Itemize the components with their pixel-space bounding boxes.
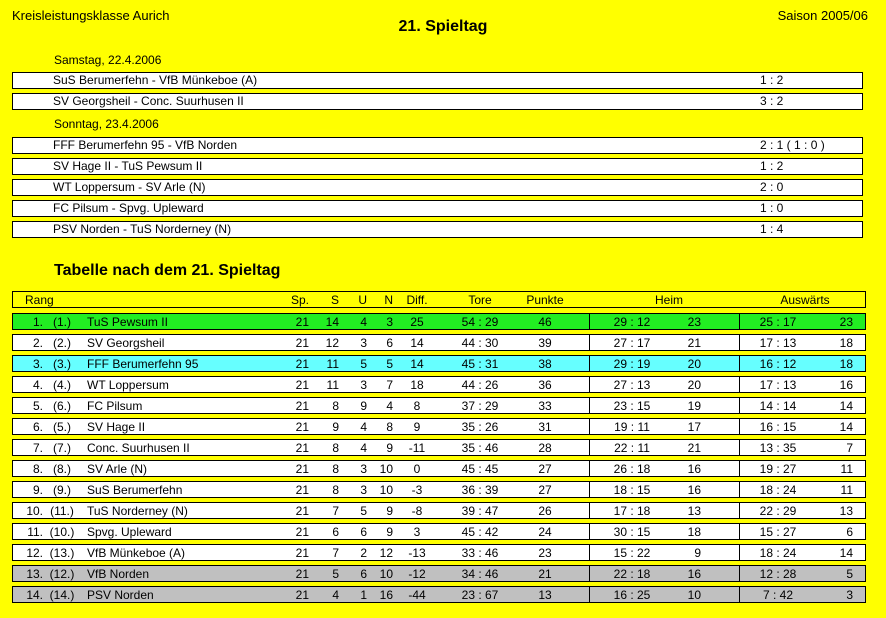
cell-diff: -12 xyxy=(408,567,426,581)
cell-rank: 12. xyxy=(26,546,43,560)
table-row xyxy=(12,355,866,372)
cell-team: Conc. Suurhusen II xyxy=(87,441,190,455)
cell-heim-pkt: 17 xyxy=(687,420,701,434)
column-divider xyxy=(739,397,740,414)
column-divider xyxy=(589,544,590,561)
cell-aus-pkt: 14 xyxy=(839,420,853,434)
header-tore: Tore xyxy=(468,293,492,307)
cell-aus-pkt: 23 xyxy=(839,315,853,329)
cell-n: 8 xyxy=(386,420,393,434)
column-divider xyxy=(589,313,590,330)
cell-prev: (3.) xyxy=(53,357,71,371)
cell-tore: 23 : 67 xyxy=(461,588,499,602)
match-row xyxy=(12,200,863,217)
cell-heim-pkt: 23 xyxy=(687,315,701,329)
cell-diff: -3 xyxy=(411,483,423,497)
match-teams: SV Hage II - TuS Pewsum II xyxy=(53,159,203,173)
column-divider xyxy=(589,439,590,456)
cell-diff: 9 xyxy=(413,420,421,434)
column-divider xyxy=(739,355,740,372)
cell-n: 12 xyxy=(379,546,393,560)
cell-sp: 21 xyxy=(295,525,309,539)
cell-diff: 18 xyxy=(410,378,424,392)
cell-team: VfB Münkeboe (A) xyxy=(87,546,186,560)
cell-punkte: 31 xyxy=(538,420,552,434)
table-row xyxy=(12,544,866,561)
cell-diff: -44 xyxy=(408,588,426,602)
column-divider xyxy=(589,355,590,372)
header-punkte: Punkte xyxy=(526,293,564,307)
cell-n: 9 xyxy=(386,441,393,455)
cell-heim-pkt: 20 xyxy=(687,378,701,392)
match-row xyxy=(12,137,863,154)
cell-aus-tore: 18 : 24 xyxy=(759,483,797,497)
matchday-title: 21. Spieltag xyxy=(398,18,488,35)
cell-heim-tore: 22 : 18 xyxy=(613,567,651,581)
match-score: 3 : 2 xyxy=(760,94,784,108)
cell-s: 7 xyxy=(332,504,339,518)
cell-rank: 6. xyxy=(32,420,43,434)
cell-heim-pkt: 16 xyxy=(687,462,701,476)
cell-n: 10 xyxy=(379,567,393,581)
cell-tore: 36 : 39 xyxy=(461,483,499,497)
cell-n: 6 xyxy=(386,336,393,350)
cell-aus-pkt: 3 xyxy=(846,588,853,602)
cell-s: 8 xyxy=(332,441,339,455)
table-row xyxy=(12,397,866,414)
cell-prev: (9.) xyxy=(53,483,71,497)
cell-aus-tore: 14 : 14 xyxy=(759,399,797,413)
cell-aus-tore: 7 : 42 xyxy=(762,588,794,602)
cell-u: 1 xyxy=(360,588,367,602)
match-score: 2 : 1 ( 1 : 0 ) xyxy=(760,138,825,152)
cell-tore: 44 : 30 xyxy=(461,336,499,350)
cell-sp: 21 xyxy=(295,378,309,392)
cell-team: TuS Pewsum II xyxy=(87,315,168,329)
cell-team: SV Arle (N) xyxy=(87,462,148,476)
cell-tore: 37 : 29 xyxy=(461,399,499,413)
cell-n: 16 xyxy=(379,588,393,602)
cell-heim-tore: 18 : 15 xyxy=(613,483,651,497)
cell-prev: (14.) xyxy=(49,588,75,602)
cell-prev: (4.) xyxy=(53,378,71,392)
cell-u: 5 xyxy=(360,504,367,518)
cell-aus-tore: 25 : 17 xyxy=(759,315,797,329)
cell-aus-pkt: 5 xyxy=(846,567,853,581)
cell-heim-tore: 29 : 12 xyxy=(613,315,651,329)
cell-heim-tore: 27 : 13 xyxy=(613,378,651,392)
cell-s: 11 xyxy=(326,357,339,371)
cell-team: WT Loppersum xyxy=(87,378,169,392)
cell-n: 7 xyxy=(386,378,393,392)
column-divider xyxy=(739,481,740,498)
cell-diff: 3 xyxy=(413,525,421,539)
cell-tore: 44 : 26 xyxy=(461,378,499,392)
cell-team: PSV Norden xyxy=(87,588,154,602)
cell-tore: 39 : 47 xyxy=(461,504,499,518)
header-n: N xyxy=(384,293,393,307)
column-divider xyxy=(739,544,740,561)
cell-rank: 10. xyxy=(26,504,43,518)
cell-aus-tore: 18 : 24 xyxy=(759,546,797,560)
cell-s: 9 xyxy=(332,420,339,434)
column-divider xyxy=(589,460,590,477)
column-divider xyxy=(739,376,740,393)
cell-tore: 33 : 46 xyxy=(461,546,499,560)
cell-tore: 45 : 45 xyxy=(461,462,499,476)
table-row xyxy=(12,418,866,435)
cell-u: 2 xyxy=(360,546,367,560)
match-score: 1 : 4 xyxy=(760,222,784,236)
cell-sp: 21 xyxy=(295,588,309,602)
header-rang: Rang xyxy=(25,293,54,307)
column-divider xyxy=(739,418,740,435)
cell-aus-pkt: 6 xyxy=(846,525,853,539)
cell-aus-pkt: 14 xyxy=(839,546,853,560)
column-divider xyxy=(739,523,740,540)
column-divider xyxy=(589,334,590,351)
cell-heim-pkt: 9 xyxy=(694,546,701,560)
cell-s: 8 xyxy=(332,462,339,476)
match-score: 1 : 2 xyxy=(760,159,784,173)
cell-tore: 54 : 29 xyxy=(461,315,499,329)
cell-team: FFF Berumerfehn 95 xyxy=(87,357,199,371)
season-label: Saison 2005/06 xyxy=(777,8,868,23)
cell-aus-pkt: 11 xyxy=(840,462,853,476)
cell-punkte: 24 xyxy=(538,525,552,539)
cell-rank: 4. xyxy=(32,378,43,392)
match-teams: WT Loppersum - SV Arle (N) xyxy=(53,180,206,194)
cell-u: 9 xyxy=(360,399,367,413)
cell-aus-tore: 22 : 29 xyxy=(759,504,797,518)
day-label: Sonntag, 23.4.2006 xyxy=(54,117,159,131)
cell-punkte: 36 xyxy=(538,378,552,392)
cell-sp: 21 xyxy=(295,357,309,371)
cell-sp: 21 xyxy=(295,483,309,497)
cell-aus-pkt: 18 xyxy=(839,357,853,371)
header-s: S xyxy=(330,293,339,307)
column-divider xyxy=(739,502,740,519)
cell-sp: 21 xyxy=(295,462,309,476)
column-divider xyxy=(589,586,590,603)
cell-aus-pkt: 7 xyxy=(846,441,853,455)
cell-heim-pkt: 21 xyxy=(687,441,701,455)
cell-rank: 3. xyxy=(32,357,43,371)
cell-aus-tore: 12 : 28 xyxy=(759,567,797,581)
cell-sp: 21 xyxy=(295,420,309,434)
cell-prev: (10.) xyxy=(49,525,75,539)
cell-heim-pkt: 19 xyxy=(687,399,701,413)
cell-aus-pkt: 11 xyxy=(840,483,853,497)
cell-rank: 11. xyxy=(27,525,43,539)
match-row xyxy=(12,221,863,238)
cell-diff: 0 xyxy=(413,462,421,476)
cell-s: 14 xyxy=(325,315,339,329)
cell-tore: 35 : 46 xyxy=(461,441,499,455)
cell-tore: 45 : 31 xyxy=(461,357,499,371)
cell-u: 6 xyxy=(360,567,367,581)
cell-rank: 2. xyxy=(32,336,43,350)
cell-team: SV Hage II xyxy=(87,420,146,434)
cell-heim-pkt: 16 xyxy=(687,567,701,581)
cell-rank: 1. xyxy=(32,315,43,329)
column-divider xyxy=(739,439,740,456)
header-diff: Diff. xyxy=(406,293,428,307)
cell-team: SV Georgsheil xyxy=(87,336,165,350)
header-sp: Sp. xyxy=(290,293,309,307)
column-divider xyxy=(739,334,740,351)
cell-s: 5 xyxy=(332,567,339,581)
cell-team: Spvg. Upleward xyxy=(87,525,172,539)
cell-prev: (11.) xyxy=(50,504,74,518)
cell-punkte: 13 xyxy=(538,588,552,602)
cell-tore: 45 : 42 xyxy=(461,525,499,539)
match-teams: FC Pilsum - Spvg. Upleward xyxy=(53,201,204,215)
cell-rank: 7. xyxy=(32,441,43,455)
cell-heim-tore: 19 : 11 xyxy=(614,420,650,434)
cell-s: 8 xyxy=(332,399,339,413)
cell-u: 4 xyxy=(360,441,367,455)
match-row xyxy=(12,179,863,196)
cell-aus-tore: 16 : 15 xyxy=(759,420,797,434)
cell-diff: 25 xyxy=(410,315,424,329)
table-row xyxy=(12,334,866,351)
cell-heim-tore: 16 : 25 xyxy=(613,588,651,602)
column-divider xyxy=(589,376,590,393)
cell-prev: (13.) xyxy=(49,546,75,560)
cell-diff: 14 xyxy=(410,336,424,350)
cell-n: 10 xyxy=(379,462,393,476)
cell-n: 5 xyxy=(386,357,393,371)
cell-u: 5 xyxy=(360,357,367,371)
cell-heim-tore: 23 : 15 xyxy=(613,399,651,413)
match-row xyxy=(12,158,863,175)
match-score: 1 : 2 xyxy=(760,73,784,87)
cell-punkte: 33 xyxy=(538,399,552,413)
table-row xyxy=(12,460,866,477)
table-row xyxy=(12,439,866,456)
cell-aus-tore: 17 : 13 xyxy=(759,336,797,350)
cell-punkte: 38 xyxy=(538,357,552,371)
table-row xyxy=(12,481,866,498)
cell-aus-tore: 16 : 12 xyxy=(759,357,797,371)
column-divider xyxy=(589,565,590,582)
cell-punkte: 46 xyxy=(538,315,552,329)
cell-heim-pkt: 16 xyxy=(687,483,701,497)
cell-heim-tore: 27 : 17 xyxy=(613,336,651,350)
cell-tore: 35 : 26 xyxy=(461,420,499,434)
cell-prev: (2.) xyxy=(53,336,71,350)
cell-sp: 21 xyxy=(295,441,309,455)
match-score: 2 : 0 xyxy=(760,180,784,194)
cell-rank: 5. xyxy=(32,399,43,413)
header-heim: Heim xyxy=(654,293,683,307)
cell-punkte: 26 xyxy=(538,504,552,518)
cell-heim-tore: 15 : 22 xyxy=(613,546,651,560)
cell-u: 4 xyxy=(360,420,367,434)
cell-diff: -8 xyxy=(411,504,423,518)
cell-s: 7 xyxy=(332,546,339,560)
cell-aus-pkt: 13 xyxy=(839,504,853,518)
cell-aus-pkt: 14 xyxy=(839,399,853,413)
cell-u: 6 xyxy=(360,525,367,539)
table-row xyxy=(12,313,866,330)
cell-team: FC Pilsum xyxy=(87,399,143,413)
cell-rank: 8. xyxy=(32,462,43,476)
cell-s: 4 xyxy=(332,588,339,602)
column-divider xyxy=(589,418,590,435)
match-teams: PSV Norden - TuS Norderney (N) xyxy=(53,222,232,236)
table-header-row xyxy=(12,291,866,308)
cell-sp: 21 xyxy=(295,336,309,350)
cell-heim-tore: 26 : 18 xyxy=(613,462,651,476)
cell-aus-tore: 15 : 27 xyxy=(759,525,797,539)
column-divider xyxy=(739,460,740,477)
cell-s: 8 xyxy=(332,483,339,497)
cell-s: 6 xyxy=(332,525,339,539)
cell-heim-tore: 29 : 19 xyxy=(613,357,651,371)
cell-punkte: 27 xyxy=(538,483,552,497)
cell-sp: 21 xyxy=(295,504,309,518)
cell-n: 4 xyxy=(386,399,393,413)
match-row xyxy=(12,93,863,110)
match-score: 1 : 0 xyxy=(760,201,784,215)
cell-sp: 21 xyxy=(295,315,309,329)
cell-team: TuS Norderney (N) xyxy=(87,504,188,518)
table-row xyxy=(12,523,866,540)
cell-n: 9 xyxy=(386,525,393,539)
table-row xyxy=(12,502,866,519)
cell-u: 3 xyxy=(360,378,367,392)
cell-rank: 13. xyxy=(26,567,43,581)
cell-prev: (5.) xyxy=(53,420,71,434)
table-row xyxy=(12,376,866,393)
cell-s: 12 xyxy=(325,336,339,350)
table-row xyxy=(12,565,866,582)
cell-tore: 34 : 46 xyxy=(461,567,499,581)
cell-sp: 21 xyxy=(295,567,309,581)
table-row xyxy=(12,586,866,603)
cell-n: 9 xyxy=(386,504,393,518)
column-divider xyxy=(739,313,740,330)
cell-prev: (6.) xyxy=(53,399,71,413)
header-auswaerts: Auswärts xyxy=(780,293,830,307)
day-label: Samstag, 22.4.2006 xyxy=(54,53,162,67)
cell-rank: 14. xyxy=(26,588,43,602)
cell-prev: (12.) xyxy=(49,567,75,581)
cell-sp: 21 xyxy=(295,399,309,413)
cell-heim-pkt: 10 xyxy=(687,588,701,602)
cell-punkte: 23 xyxy=(538,546,552,560)
cell-prev: (8.) xyxy=(53,462,71,476)
column-divider xyxy=(589,502,590,519)
cell-aus-tore: 13 : 35 xyxy=(759,441,797,455)
cell-u: 3 xyxy=(360,483,367,497)
cell-s: 11 xyxy=(326,378,339,392)
cell-n: 3 xyxy=(386,315,393,329)
cell-aus-tore: 19 : 27 xyxy=(759,462,797,476)
cell-aus-pkt: 18 xyxy=(839,336,853,350)
cell-heim-tore: 22 : 11 xyxy=(614,441,650,455)
cell-heim-tore: 17 : 18 xyxy=(613,504,651,518)
cell-diff: -13 xyxy=(408,546,426,560)
cell-punkte: 39 xyxy=(538,336,552,350)
cell-punkte: 27 xyxy=(538,462,552,476)
match-teams: SV Georgsheil - Conc. Suurhusen II xyxy=(53,94,244,108)
cell-diff: 14 xyxy=(410,357,424,371)
cell-team: VfB Norden xyxy=(87,567,150,581)
cell-n: 10 xyxy=(379,483,393,497)
column-divider xyxy=(739,586,740,603)
cell-heim-pkt: 21 xyxy=(687,336,701,350)
cell-punkte: 28 xyxy=(538,441,552,455)
column-divider xyxy=(589,481,590,498)
cell-punkte: 21 xyxy=(538,567,552,581)
cell-aus-tore: 17 : 13 xyxy=(759,378,797,392)
cell-heim-tore: 30 : 15 xyxy=(613,525,651,539)
cell-heim-pkt: 18 xyxy=(687,525,701,539)
match-row xyxy=(12,72,863,89)
cell-aus-pkt: 16 xyxy=(839,378,853,392)
cell-team: SuS Berumerfehn xyxy=(87,483,183,497)
column-divider xyxy=(589,523,590,540)
cell-u: 3 xyxy=(360,336,367,350)
cell-diff: 8 xyxy=(413,399,421,413)
league-name: Kreisleistungsklasse Aurich xyxy=(12,8,170,23)
cell-sp: 21 xyxy=(295,546,309,560)
match-teams: FFF Berumerfehn 95 - VfB Norden xyxy=(53,138,238,152)
cell-heim-pkt: 20 xyxy=(687,357,701,371)
column-divider xyxy=(589,397,590,414)
header-u: U xyxy=(358,293,367,307)
cell-u: 4 xyxy=(360,315,367,329)
cell-prev: (1.) xyxy=(53,315,71,329)
cell-u: 3 xyxy=(360,462,367,476)
cell-diff: -11 xyxy=(408,441,426,455)
cell-heim-pkt: 13 xyxy=(687,504,701,518)
match-teams: SuS Berumerfehn - VfB Münkeboe (A) xyxy=(53,73,258,87)
table-title: Tabelle nach dem 21. Spieltag xyxy=(54,262,281,279)
cell-prev: (7.) xyxy=(53,441,71,455)
column-divider xyxy=(739,565,740,582)
cell-rank: 9. xyxy=(32,483,43,497)
